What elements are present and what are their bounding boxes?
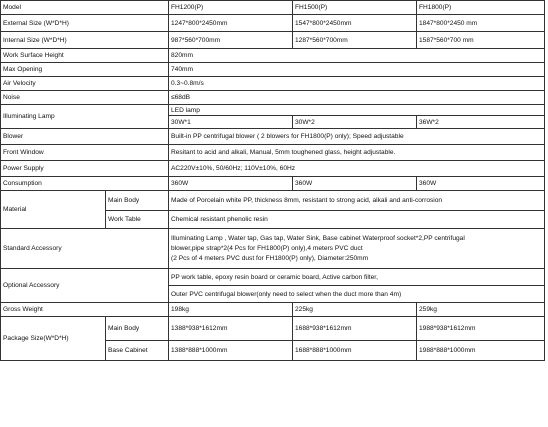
cell-consumption-fh1200: 360W — [169, 177, 293, 191]
row-illuminating-lamp — [1, 105, 545, 116]
cell-gross-weight-fh1200: 198kg — [169, 303, 293, 317]
row-internal-size — [1, 32, 545, 49]
cell-model-fh1500: FH1500(P) — [293, 1, 417, 15]
cell-gross-weight-fh1800: 259kg — [417, 303, 545, 317]
row-material-main-body — [1, 191, 545, 211]
standard-accessory-line-2: blower,pipe strap*2(4 Pcs for FH1800(P) only),4 meters PVC duct — [171, 244, 363, 252]
cell-optional-accessory-line-1: PP work table, epoxy resin board or ceramic board, Active carbon filter, — [169, 269, 545, 286]
cell-internal-size-fh1500: 1287*560*700mm — [293, 32, 417, 49]
cell-package-base-cabinet-fh1500: 1688*888*1000mm — [293, 341, 417, 361]
row-label-material: Material — [1, 191, 106, 229]
cell-external-size-fh1500: 1547*800*2450mm — [293, 15, 417, 32]
cell-material-main-body: Made of Porcelain white PP, thickness 8mm, resistant to strong acid, alkali and anti-corrosion — [169, 191, 545, 211]
cell-package-main-body-fh1200: 1388*938*1612mm — [169, 317, 293, 341]
row-label-work-surface-height: Work Surface Height — [1, 49, 169, 63]
cell-lamp-fh1800: 36W*2 — [417, 116, 545, 129]
cell-work-surface-height: 820mm — [169, 49, 545, 63]
cell-model-fh1800: FH1800(P) — [417, 1, 545, 15]
row-external-size — [1, 15, 545, 32]
row-label-external-size: External Size (W*D*H) — [1, 15, 169, 32]
row-gross-weight — [1, 303, 545, 317]
row-front-window — [1, 145, 545, 161]
row-consumption — [1, 177, 545, 191]
cell-internal-size-fh1200: 987*560*700mm — [169, 32, 293, 49]
row-label-power-supply: Power Supply — [1, 161, 169, 177]
cell-air-velocity: 0.3~0.8m/s — [169, 77, 545, 91]
sub-label-material-work-table: Work Table — [106, 211, 169, 229]
cell-consumption-fh1800: 360W — [417, 177, 545, 191]
row-label-consumption: Consumption — [1, 177, 169, 191]
row-label-optional-accessory: Optional Accessory — [1, 269, 169, 303]
cell-package-main-body-fh1500: 1688*938*1612mm — [293, 317, 417, 341]
row-label-package-size: Package Size(W*D*H) — [1, 317, 106, 361]
row-package-size-main-body — [1, 317, 545, 341]
sub-label-package-main-body: Main Body — [106, 317, 169, 341]
row-label-air-velocity: Air Velocity — [1, 77, 169, 91]
standard-accessory-line-3: (2 Pcs of 4 meters PVC dust for FH1800(P) only), Diameter:250mm — [171, 254, 369, 262]
cell-standard-accessory — [169, 229, 545, 269]
cell-internal-size-fh1800: 1587*560*700 mm — [417, 32, 545, 49]
row-label-front-window: Front Window — [1, 145, 169, 161]
row-label-model: Model — [1, 1, 169, 15]
row-label-noise: Noise — [1, 91, 169, 105]
cell-optional-accessory-line-2: Outer PVC centrifugal blower(only need to select when the duct more than 4m) — [169, 286, 545, 303]
cell-illuminating-lamp-type: LED lamp — [169, 105, 545, 116]
cell-lamp-fh1200: 30W*1 — [169, 116, 293, 129]
row-optional-accessory-1 — [1, 269, 545, 286]
row-label-illuminating-lamp: Illuminating Lamp — [1, 105, 169, 129]
row-noise — [1, 91, 545, 105]
row-label-internal-size: Internal Size (W*D*H) — [1, 32, 169, 49]
cell-power-supply: AC220V±10%, 50/60Hz; 110V±10%, 60Hz — [169, 161, 545, 177]
row-standard-accessory — [1, 229, 545, 269]
cell-lamp-fh1500: 30W*2 — [293, 116, 417, 129]
cell-model-fh1200: FH1200(P) — [169, 1, 293, 15]
cell-gross-weight-fh1500: 225kg — [293, 303, 417, 317]
row-work-surface-height — [1, 49, 545, 63]
cell-front-window: Resitant to acid and alkali, Manual, 5mm toughened glass, height adjustable. — [169, 145, 545, 161]
row-model — [1, 1, 545, 15]
row-label-blower: Blower — [1, 129, 169, 145]
cell-noise: ≤68dB — [169, 91, 545, 105]
cell-external-size-fh1800: 1847*800*2450 mm — [417, 15, 545, 32]
cell-external-size-fh1200: 1247*800*2450mm — [169, 15, 293, 32]
cell-package-main-body-fh1800: 1988*938*1612mm — [417, 317, 545, 341]
cell-package-base-cabinet-fh1200: 1388*888*1000mm — [169, 341, 293, 361]
row-air-velocity — [1, 77, 545, 91]
cell-max-opening: 740mm — [169, 63, 545, 77]
row-blower — [1, 129, 545, 145]
cell-package-base-cabinet-fh1800: 1988*888*1000mm — [417, 341, 545, 361]
row-label-max-opening: Max Opening — [1, 63, 169, 77]
standard-accessory-line-1: Illuminating Lamp , Water tap, Gas tap, Water Sink, Base cabinet Waterproof socket*2,PP centrifugal — [171, 234, 465, 242]
cell-consumption-fh1500: 360W — [293, 177, 417, 191]
row-max-opening — [1, 63, 545, 77]
row-power-supply — [1, 161, 545, 177]
sub-label-material-main-body: Main Body — [106, 191, 169, 211]
cell-blower: Built-in PP centrifugal blower ( 2 blowers for FH1800(P) only); Speed adjustable — [169, 129, 545, 145]
row-label-gross-weight: Gross Weight — [1, 303, 169, 317]
cell-material-work-table: Chemical resistant phenolic resin — [169, 211, 545, 229]
sub-label-package-base-cabinet: Base Cabinet — [106, 341, 169, 361]
row-label-standard-accessory: Standard Accessory — [1, 229, 169, 269]
